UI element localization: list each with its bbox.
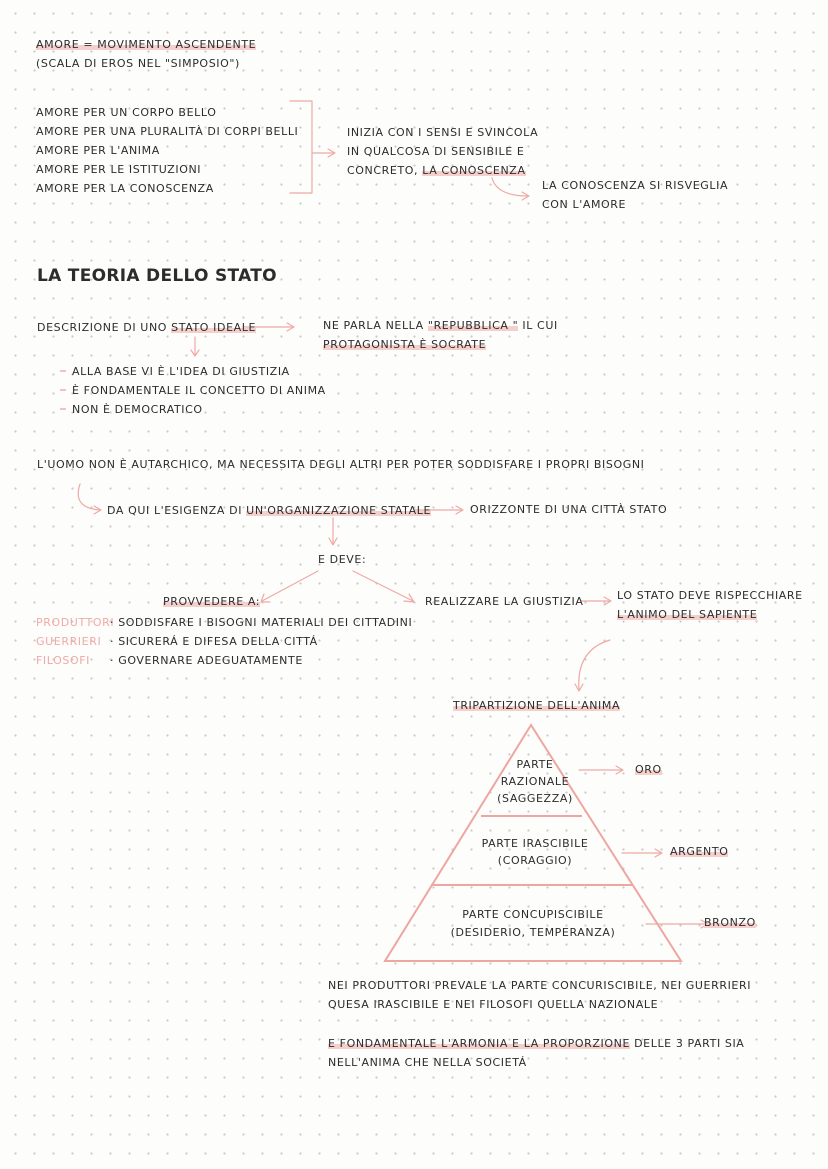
pyramid-bottom-label: (DESIDERIO, TEMPERANZA) [450, 926, 616, 939]
inizia-line-3: CONCRETO, LA CONOSCENZA [347, 164, 526, 177]
class-label: FILOSOFI [36, 654, 90, 667]
orizzonte: ORIZZONTE DI UNA CITTÀ STATO [470, 503, 668, 516]
pyramid-top-label: PARTE [516, 758, 554, 771]
animo-sapiente: L'ANIMO DEL SAPIENTE [617, 608, 758, 621]
metal-argento: ARGENTO [670, 845, 729, 858]
note-armonia: E FONDAMENTALE L'ARMONIA E LA PROPORZIONE DELLE 3 PARTI SIA [328, 1037, 745, 1050]
class-task: · GOVERNARE ADEGUATAMENTE [110, 654, 303, 667]
stato-point: NON È DEMOCRATICO [72, 403, 203, 416]
pyramid-middle-label: (CORAGGIO) [497, 854, 573, 867]
inizia-line-1: INIZIA CON I SENSI E SVINCOLA [347, 126, 539, 139]
note-prevale-2: QUESA IRASCIBILE E NEI FILOSOFI QUELLA NAZIONALE [328, 998, 659, 1011]
realizzare-giustizia: REALIZZARE LA GIUSTIZIA [425, 595, 584, 608]
list-item: AMORE PER L'ANIMA [36, 144, 160, 157]
scala-eros: (SCALA DI EROS NEL "SIMPOSIO") [36, 57, 240, 70]
class-label: GUERRIERI [36, 635, 102, 648]
uomo-statement: L'UOMO NON È AUTARCHICO, MA NECESSITA DEGLI ALTRI PER POTER SODDISFARE I PROPRI BISOGNI [37, 458, 645, 471]
list-item: AMORE PER UNA PLURALITÀ DI CORPI BELLI [36, 125, 299, 138]
metal-oro: ORO [635, 763, 662, 776]
stato-point: ALLA BASE VI È L'IDEA DI GIUSTIZIA [72, 365, 290, 378]
class-label: PRODUTTORI [36, 616, 115, 629]
pyramid-top-label: (SAGGEZZA) [497, 792, 573, 805]
descrizione-stato: DESCRIZIONE DI UNO STATO IDEALE [37, 321, 257, 334]
class-task: · SODDISFARE I BISOGNI MATERIALI DEI CITTADINI [110, 616, 413, 629]
da-qui: DA QUI L'ESIGENZA DI UN'ORGANIZZAZIONE STATALE [107, 504, 431, 517]
note-anima-societa: NELL'ANIMA CHE NELLA SOCIETÁ [328, 1056, 527, 1069]
pyramid-bottom-label: PARTE CONCUPISCIBILE [462, 908, 604, 921]
ne-parla: NE PARLA NELLA "REPUBBLICA " IL CUI [323, 319, 558, 332]
note-prevale-1: NEI PRODUTTORI PREVALE LA PARTE CONCURISCIBILE, NEI GUERRIERI [328, 979, 752, 992]
risveglia-line-1: LA CONOSCENZA SI RISVEGLIA [542, 179, 729, 192]
metal-bronzo: BRONZO [704, 916, 756, 929]
protagonista: PROTAGONISTA È SOCRATE [323, 338, 487, 351]
pyramid-title: TRIPARTIZIONE DELL'ANIMA [453, 699, 621, 712]
class-task: · SICURERÁ E DIFESA DELLA CITTÁ [110, 635, 318, 648]
pyramid-top-label: RAZIONALE [500, 775, 570, 788]
inizia-line-2: IN QUALCOSA DI SENSIBILE E [347, 145, 525, 158]
amore-heading: AMORE = MOVIMENTO ASCENDENTE [36, 38, 257, 51]
risveglia-line-2: CON L'AMORE [542, 198, 627, 211]
e-deve: E DEVE: [318, 553, 367, 566]
list-item: AMORE PER LA CONOSCENZA [36, 182, 214, 195]
list-item: AMORE PER UN CORPO BELLO [36, 106, 217, 119]
pyramid-middle-label: PARTE IRASCIBILE [481, 837, 589, 850]
section-title: LA TEORIA DELLO STATO [37, 266, 277, 286]
rispecchiare: LO STATO DEVE RISPECCHIARE [617, 589, 803, 602]
provvedere: PROVVEDERE A: [163, 595, 261, 608]
list-item: AMORE PER LE ISTITUZIONI [36, 163, 202, 176]
stato-point: È FONDAMENTALE IL CONCETTO DI ANIMA [72, 384, 326, 397]
